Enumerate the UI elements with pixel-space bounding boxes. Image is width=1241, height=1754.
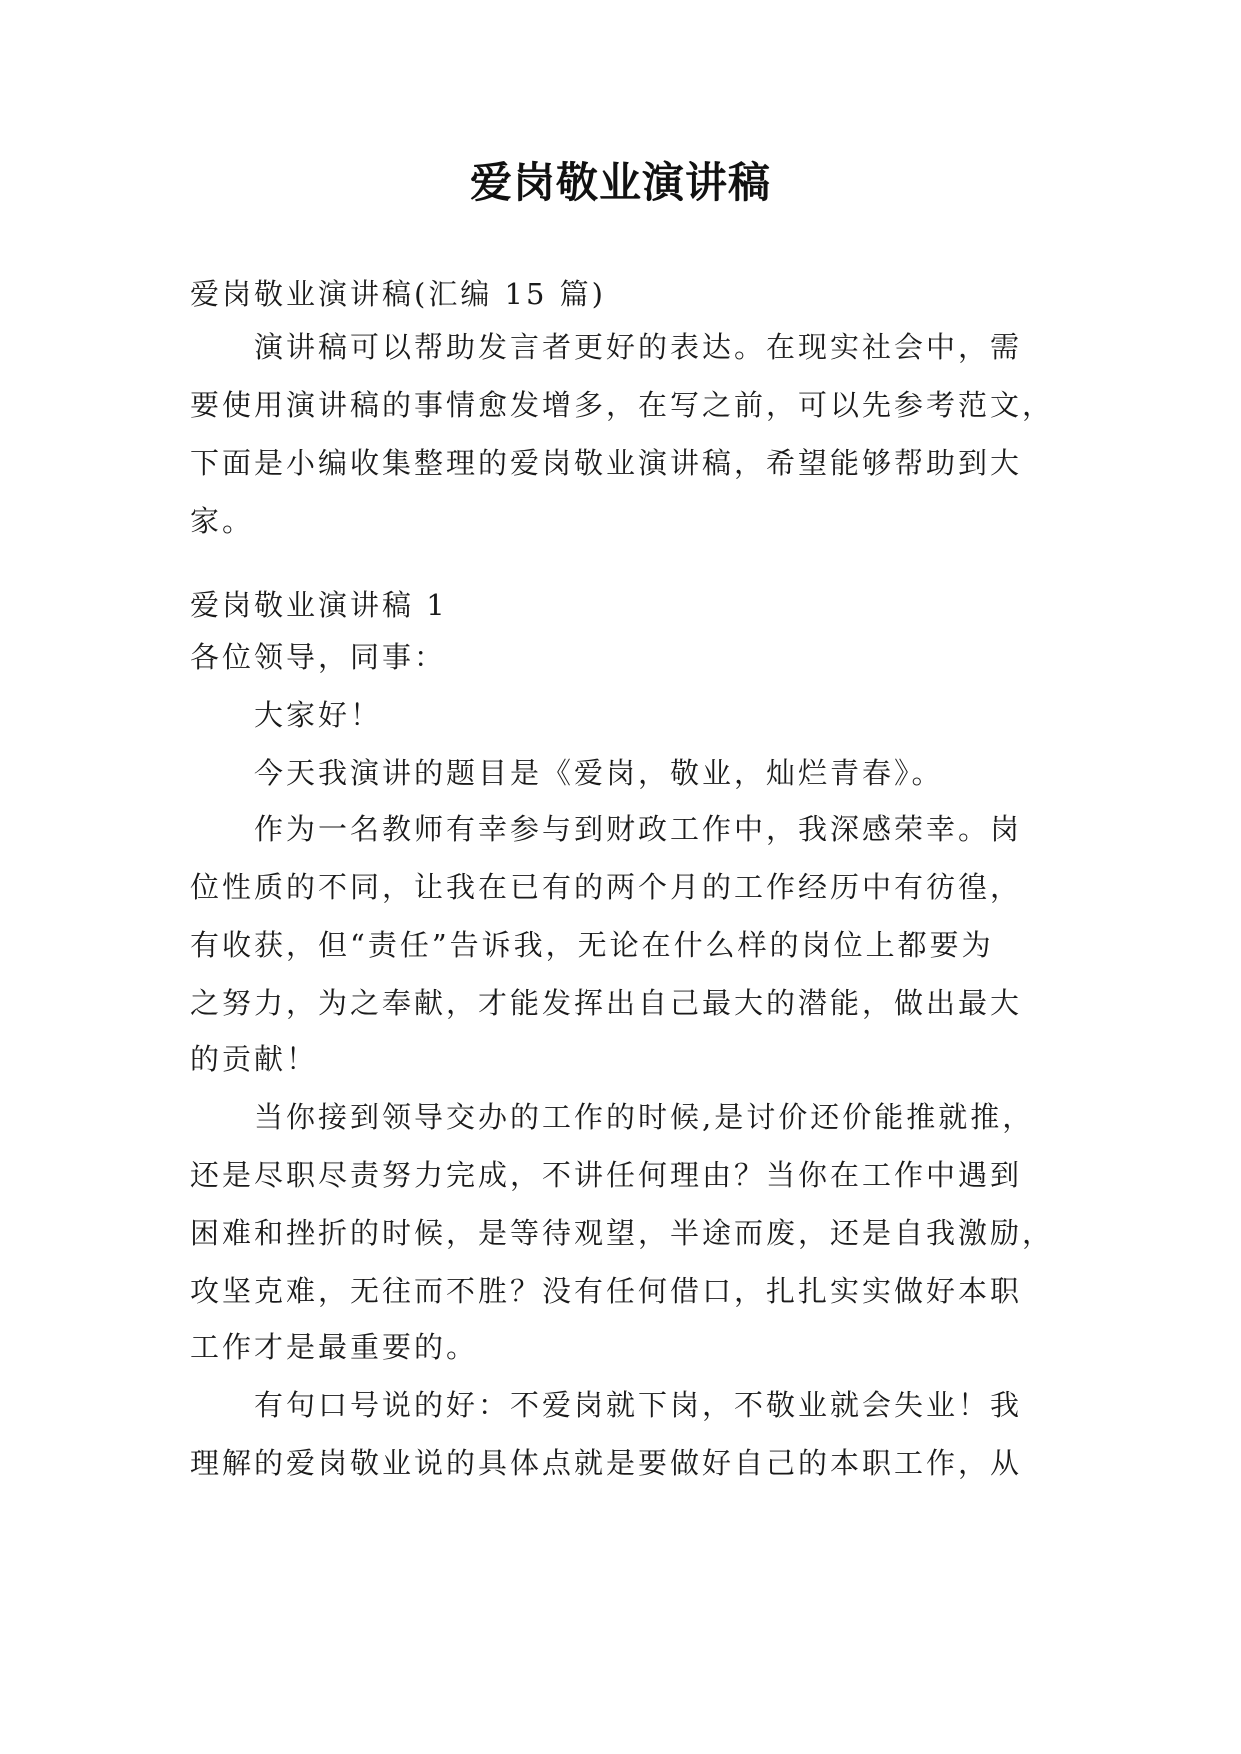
paragraph-line: 的贡献！ (190, 1042, 319, 1076)
intro-line: 家。 (190, 504, 255, 538)
paragraph-line: 攻坚克难，无往而不胜？没有任何借口，扎扎实实做好本职 (190, 1274, 1023, 1308)
paragraph-line: 工作才是最重要的。 (190, 1330, 479, 1364)
paragraph-line: 有收获，但“责任”告诉我，无论在什么样的岗位上都要为 (190, 928, 994, 962)
section-heading: 爱岗敬业演讲稿 1 (190, 588, 448, 622)
paragraph-line: 困难和挫折的时候，是等待观望，半途而废，还是自我激励， (190, 1216, 1055, 1250)
intro-line: 演讲稿可以帮助发言者更好的表达。在现实社会中，需 (254, 330, 1023, 364)
intro-paragraph (190, 318, 1060, 550)
paragraph-line: 还是尽职尽责努力完成，不讲任何理由？当你在工作中遇到 (190, 1158, 1023, 1192)
paragraph-line: 理解的爱岗敬业说的具体点就是要做好自己的本职工作，从 (190, 1446, 1023, 1480)
document-title: 爱岗敬业演讲稿 (469, 158, 771, 207)
greeting: 大家好！ (254, 698, 383, 732)
paragraph-line: 之努力，为之奉献，才能发挥出自己最大的潜能，做出最大 (190, 986, 1023, 1020)
topic-line: 今天我演讲的题目是《爱岗，敬业，灿烂青春》。 (254, 756, 944, 790)
subtitle-block (190, 265, 1060, 323)
paragraph-line: 位性质的不同，让我在已有的两个月的工作经历中有彷徨， (190, 870, 1023, 904)
intro-line: 下面是小编收集整理的爱岗敬业演讲稿，希望能够帮助到大 (190, 446, 1023, 480)
document-subtitle: 爱岗敬业演讲稿(汇编 15 篇) (190, 277, 606, 311)
intro-line: 要使用演讲稿的事情愈发增多，在写之前，可以先参考范文， (190, 388, 1055, 422)
section-1 (190, 576, 1060, 1696)
paragraph-line: 有句口号说的好：不爱岗就下岗，不敬业就会失业！我 (254, 1388, 1023, 1422)
paragraph-line: 作为一名教师有幸参与到财政工作中，我深感荣幸。岗 (254, 812, 1023, 846)
paragraph-line: 当你接到领导交办的工作的时候,是讨价还价能推就推， (254, 1100, 1035, 1134)
salutation: 各位领导，同事： (190, 640, 447, 674)
